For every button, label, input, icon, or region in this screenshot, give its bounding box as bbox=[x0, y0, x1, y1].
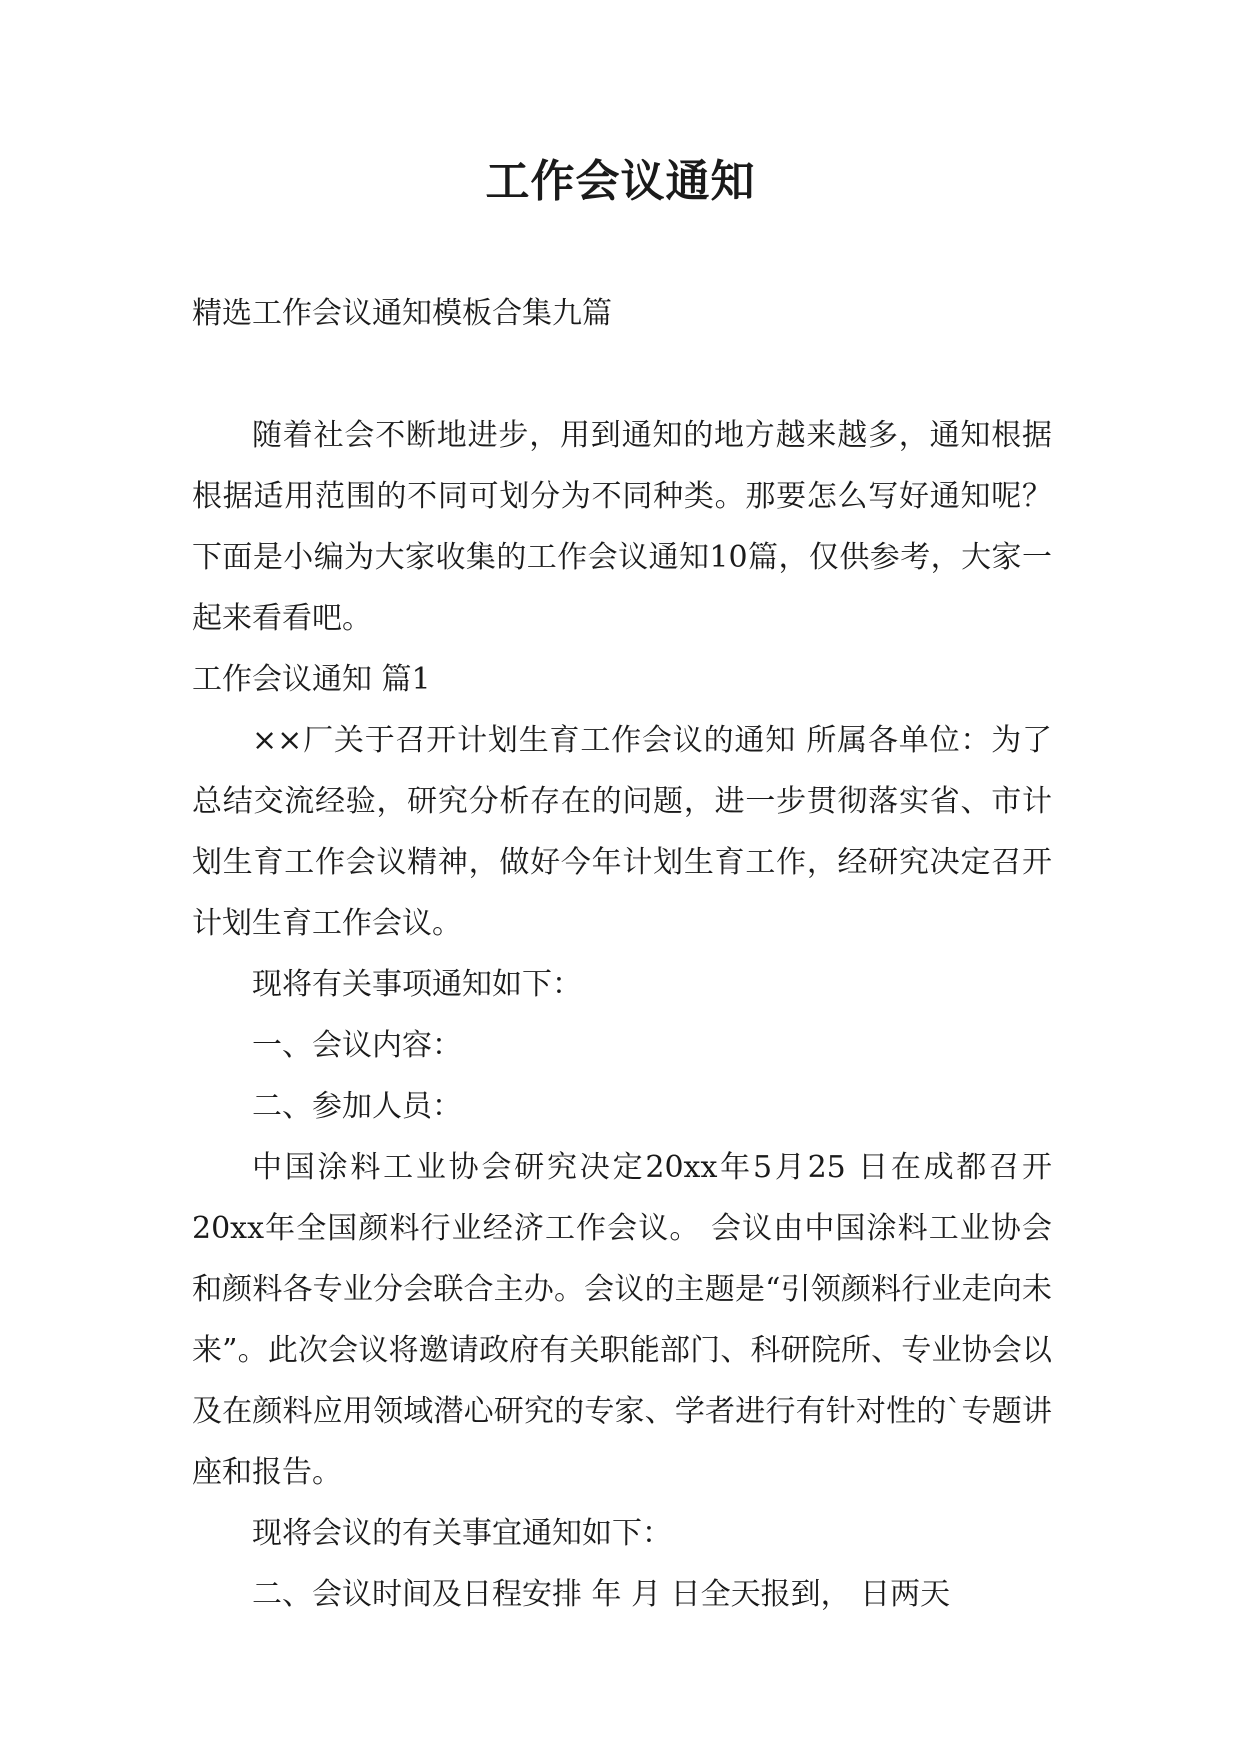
body-paragraph: 一、会议内容： bbox=[252, 1028, 462, 1063]
body-paragraph: 二、会议时间及日程安排 年 月 日全天报到， 日两天 bbox=[252, 1577, 951, 1612]
body-paragraph: 现将有关事项通知如下： bbox=[252, 967, 582, 1002]
document-subtitle: 精选工作会议通知模板合集九篇 bbox=[192, 296, 612, 331]
body-paragraph: 中国涂料工业协会研究决定20xx年5月25 日在成都召开20xx年全国颜料行业经济工作会议。 会议由中国涂料工业协会和颜料各专业分会联合主办。会议的主题是“引领颜料行业走向未来”。此次会议将邀请政府有关职能部门、科研院所、专业协会以及在颜料应用领域潜心研究的专家、学者进行有针对性的`专题讲座和报告。 bbox=[192, 1150, 1052, 1490]
body-paragraph: 二、参加人员： bbox=[252, 1089, 462, 1124]
body-paragraph: 现将会议的有关事宜通知如下： bbox=[252, 1516, 672, 1551]
body-paragraph: 工作会议通知 篇1 bbox=[192, 662, 431, 697]
body-paragraph: 随着社会不断地进步，用到通知的地方越来越多，通知根据根据适用范围的不同可划分为不同种类。那要怎么写好通知呢？下面是小编为大家收集的工作会议通知10篇，仅供参考，大家一起来看看吧。 bbox=[192, 418, 1052, 636]
document-title: 工作会议通知 bbox=[485, 156, 756, 207]
body-paragraph: ××厂关于召开计划生育工作会议的通知 所属各单位：为了总结交流经验，研究分析存在的问题，进一步贯彻落实省、市计划生育工作会议精神，做好今年计划生育工作，经研究决定召开计划生育工作会议。 bbox=[192, 723, 1052, 941]
document-body bbox=[192, 405, 1052, 1625]
